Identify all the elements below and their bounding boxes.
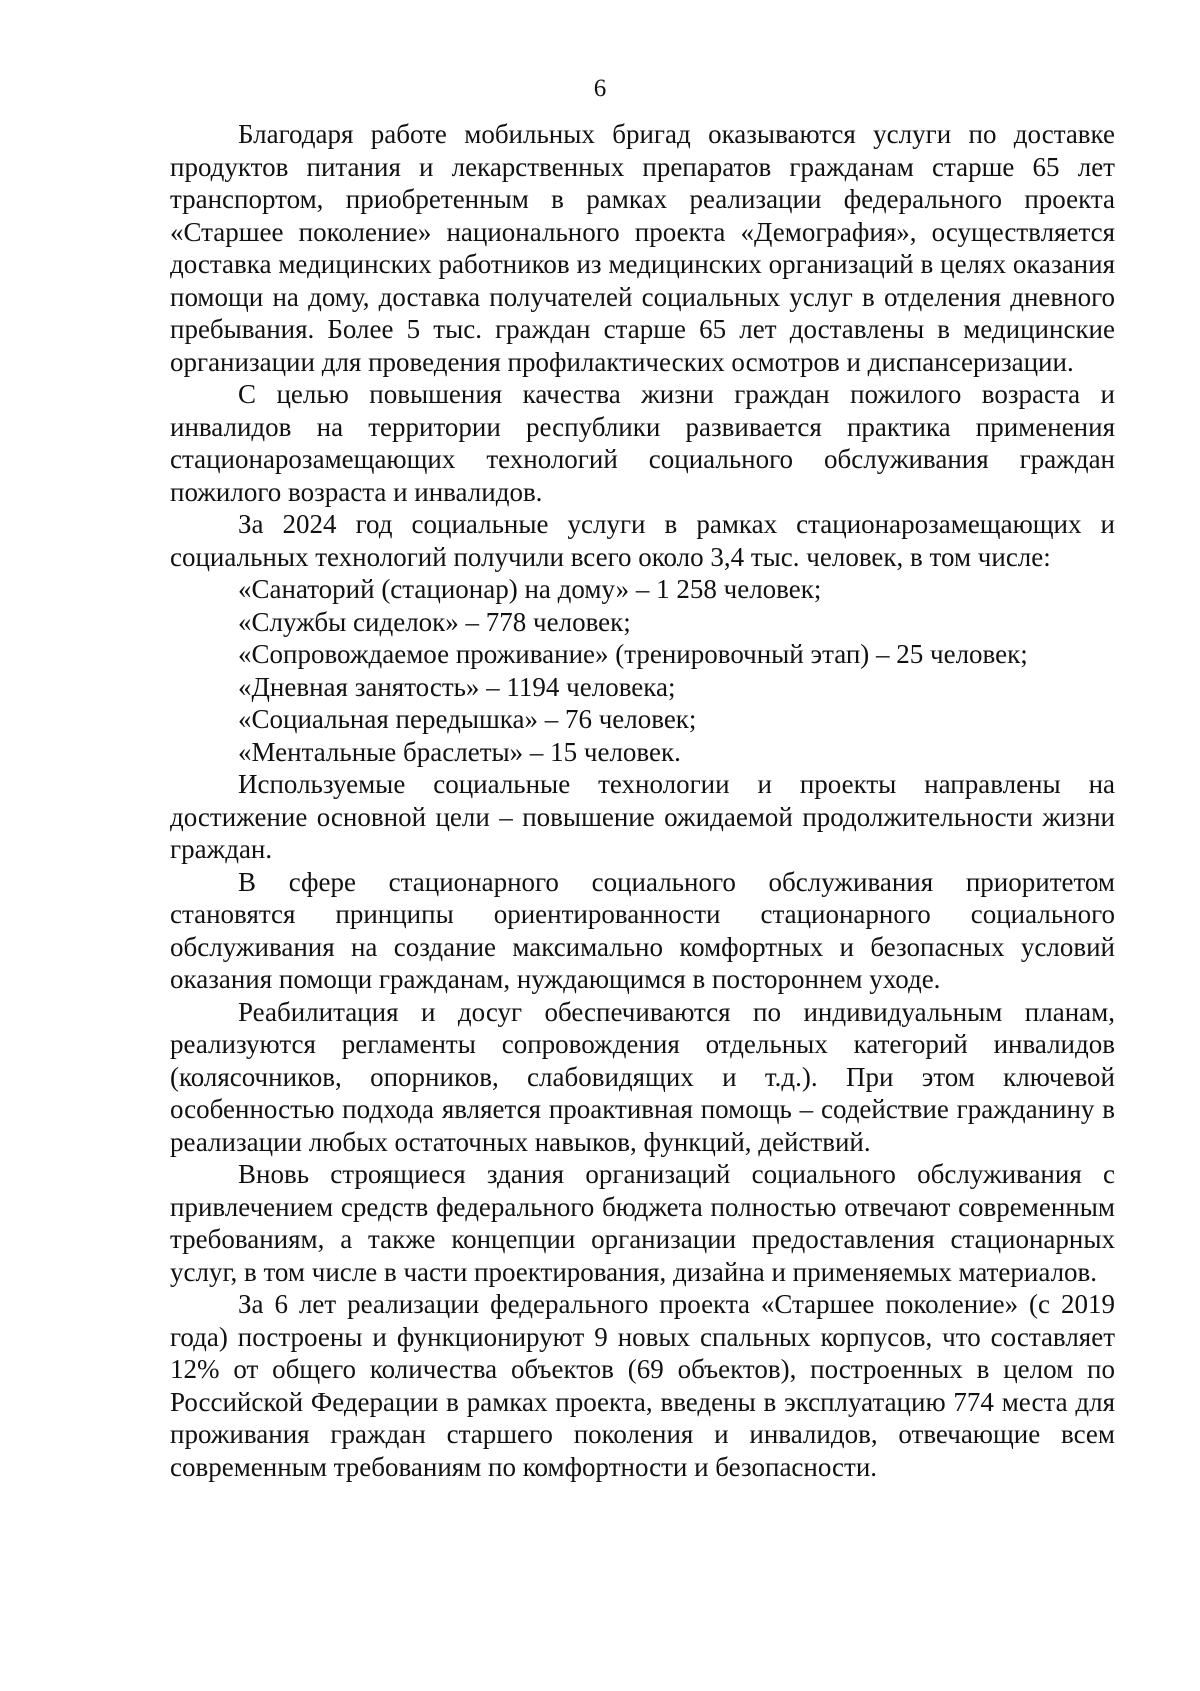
paragraph-rehabilitation: Реабилитация и досуг обеспечиваются по индивидуальным планам, реализуются регламенты сопровождения отдельных категорий инвалидов (колясочников, опорников, слабовидящих и т.д.). При этом ключевой особенностью подхода является проактивная помощь – содействие гражданину в реализации любых остаточных навыков, функций, действий. xyxy=(170,996,1115,1157)
list-item-day-activity: «Дневная занятость» – 1194 человека; xyxy=(238,671,676,702)
list-item-sanatorium: «Санаторий (стационар) на дому» – 1 258 человек; xyxy=(238,574,822,604)
paragraph-stationary-service: В сфере стационарного социального обслуживания приоритетом становятся принципы ориентированности стационарного социального обслуживания на создание максимально комфортных и безопасных условий оказания помощи гражданам, нуждающимся в постороннем уходе. xyxy=(170,866,1115,994)
document-body xyxy=(170,118,1115,1483)
paragraph-quality-of-life: С целью повышения качества жизни граждан пожилого возраста и инвалидов на территории республики развивается практика применения стационарозамещающих технологий социального обслуживания граждан пожилого возраста и инвалидов. xyxy=(170,379,1115,507)
paragraph-mobile-brigades: Благодаря работе мобильных бригад оказываются услуги по доставке продуктов питания и лекарственных препаратов гражданам старше 65 лет транспортом, приобретенным в рамках реализации федерального проекта «Старшее поколение» национального проекта «Демография», осуществляется доставка медицинских работников из медицинских организаций в целях оказания помощи на дому, доставка получателей социальных услуг в отделения дневного пребывания. Более 5 тыс. граждан старше 65 лет доставлены в медицинские организации для проведения профилактических осмотров и диспансеризации. xyxy=(170,119,1115,377)
list-item-caregivers: «Службы сиделок» – 778 человек; xyxy=(238,606,631,637)
page-number: 6 xyxy=(593,75,607,102)
paragraph-technologies-goal: Используемые социальные технологии и проекты направлены на достижение основной цели – повышение ожидаемой продолжительности жизни граждан. xyxy=(170,769,1115,864)
paragraph-six-years-results: За 6 лет реализации федерального проекта «Старшее поколение» (с 2019 года) построены и функционируют 9 новых спальных корпусов, что составляет 12% от общего количества объектов (69 объектов), построенных в целом по Российской Федерации в рамках проекта, введены в эксплуатацию 774 места для проживания граждан старшего поколения и инвалидов, отвечающие всем современным требованиям по комфортности и безопасности. xyxy=(170,1289,1115,1482)
list-item-respite: «Социальная передышка» – 76 человек; xyxy=(238,704,697,734)
list-item-mental-bracelets: «Ментальные браслеты» – 15 человек. xyxy=(238,736,681,767)
paragraph-new-buildings: Вновь строящиеся здания организаций социального обслуживания с привлечением средств федерального бюджета полностью отвечают современным требованиям, а также концепции организации предоставления стационарных услуг, в том числе в части проектирования, дизайна и применяемых материалов. xyxy=(170,1159,1115,1287)
list-item-supported-living: «Сопровождаемое проживание» (тренировочный этап) – 25 человек; xyxy=(238,639,1028,669)
paragraph-2024-services: За 2024 год социальные услуги в рамках стационарозамещающих и социальных технологий получили всего около 3,4 тыс. человек, в том числе: xyxy=(170,509,1115,572)
